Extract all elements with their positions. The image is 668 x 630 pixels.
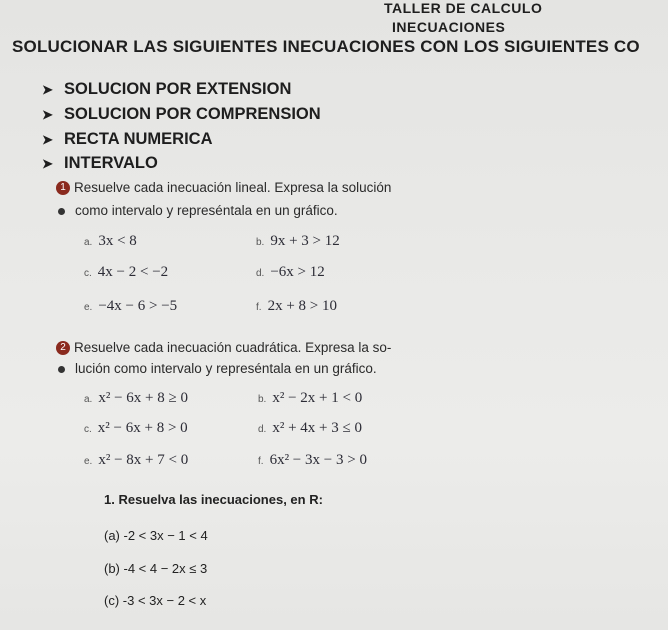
- exercise-expression: 6x² − 3x − 3 > 0: [269, 452, 367, 468]
- exercise-expression: x² − 2x + 1 < 0: [272, 390, 363, 406]
- exercise-item: [84, 390, 188, 407]
- method-item: [42, 105, 321, 124]
- section1-text: como intervalo y represéntala en un gráfico.: [75, 203, 338, 218]
- section1-prompt-line2: [58, 203, 338, 218]
- section2-text: lución como intervalo y represéntala en un gráfico.: [75, 361, 377, 376]
- exercise-item: [84, 298, 177, 315]
- exercise-item: [256, 264, 325, 281]
- exercise-expression: 3x < 8: [98, 233, 137, 249]
- exercise-item: [104, 561, 207, 576]
- exercise-item: [84, 420, 188, 437]
- exercise-label: a.: [84, 237, 93, 248]
- worksheet-subtitle: INECUACIONES: [392, 19, 506, 35]
- arrow-bullet-icon: ➤: [42, 132, 53, 147]
- exercise-item: [104, 528, 208, 543]
- exercise-label: (a): [104, 528, 120, 543]
- exercise-item: [256, 298, 337, 315]
- exercise-expression: x² − 6x + 8 ≥ 0: [98, 390, 188, 406]
- arrow-bullet-icon: ➤: [42, 156, 53, 171]
- exercise-label: e.: [84, 302, 93, 313]
- exercise-label: e.: [84, 456, 93, 467]
- exercise-expression: −6x > 12: [270, 264, 325, 280]
- exercise-expression: -3 < 3x − 2 < x: [122, 593, 207, 608]
- section3-heading: 1. Resuelva las inecuaciones, en R:: [104, 492, 323, 507]
- method-item: [42, 130, 213, 149]
- exercise-expression: -2 < 3x − 1 < 4: [123, 528, 208, 543]
- exercise-item: [104, 593, 206, 608]
- exercise-label: d.: [256, 268, 265, 279]
- section-number-badge: 2: [56, 341, 70, 355]
- method-item: [42, 154, 158, 173]
- exercise-item: [258, 390, 362, 407]
- exercise-item: [258, 420, 362, 437]
- exercise-item: [84, 233, 137, 250]
- arrow-bullet-icon: ➤: [42, 107, 53, 122]
- section1-text: Resuelve cada inecuación lineal. Expresa la solución: [74, 180, 392, 195]
- exercise-item: [84, 452, 188, 469]
- exercise-expression: x² − 6x + 8 > 0: [97, 420, 188, 436]
- section2-prompt-line2: [58, 361, 377, 376]
- exercise-expression: x² − 8x + 7 < 0: [98, 452, 189, 468]
- exercise-label: c.: [84, 268, 92, 279]
- worksheet-title: TALLER DE CALCULO: [384, 0, 543, 16]
- section-number-badge: 1: [56, 181, 70, 195]
- exercise-item: [258, 452, 367, 469]
- exercise-label: f.: [256, 302, 262, 313]
- bullet-dot-icon: [58, 366, 65, 373]
- exercise-label: (c): [104, 593, 120, 608]
- exercise-expression: 4x − 2 < −2: [97, 264, 169, 280]
- exercise-label: b.: [258, 394, 267, 405]
- section2-text: Resuelve cada inecuación cuadrática. Expresa la so-: [74, 340, 392, 355]
- exercise-label: f.: [258, 456, 264, 467]
- exercise-label: d.: [258, 424, 267, 435]
- exercise-expression: −4x − 6 > −5: [98, 298, 178, 314]
- exercise-item: [256, 233, 340, 250]
- exercise-expression: 2x + 8 > 10: [267, 298, 337, 314]
- exercise-label: b.: [256, 237, 265, 248]
- method-item: [42, 80, 291, 99]
- exercise-expression: -4 < 4 − 2x ≤ 3: [123, 561, 208, 576]
- method-label: SOLUCION POR COMPRENSION: [64, 105, 321, 123]
- method-label: RECTA NUMERICA: [64, 130, 213, 148]
- exercise-item: [84, 264, 168, 281]
- exercise-label: c.: [84, 424, 92, 435]
- exercise-label: (b): [104, 561, 120, 576]
- section1-prompt-line1: [56, 180, 391, 195]
- section2-prompt-line1: [56, 340, 391, 355]
- exercise-label: a.: [84, 394, 93, 405]
- bullet-dot-icon: [58, 208, 65, 215]
- exercise-expression: 9x + 3 > 12: [270, 233, 340, 249]
- arrow-bullet-icon: ➤: [42, 82, 53, 97]
- instruction-text: SOLUCIONAR LAS SIGUIENTES INECUACIONES CON LOS SIGUIENTES CO: [12, 37, 640, 56]
- method-label: SOLUCION POR EXTENSION: [64, 80, 292, 98]
- exercise-expression: x² + 4x + 3 ≤ 0: [272, 420, 362, 436]
- method-label: INTERVALO: [64, 154, 158, 172]
